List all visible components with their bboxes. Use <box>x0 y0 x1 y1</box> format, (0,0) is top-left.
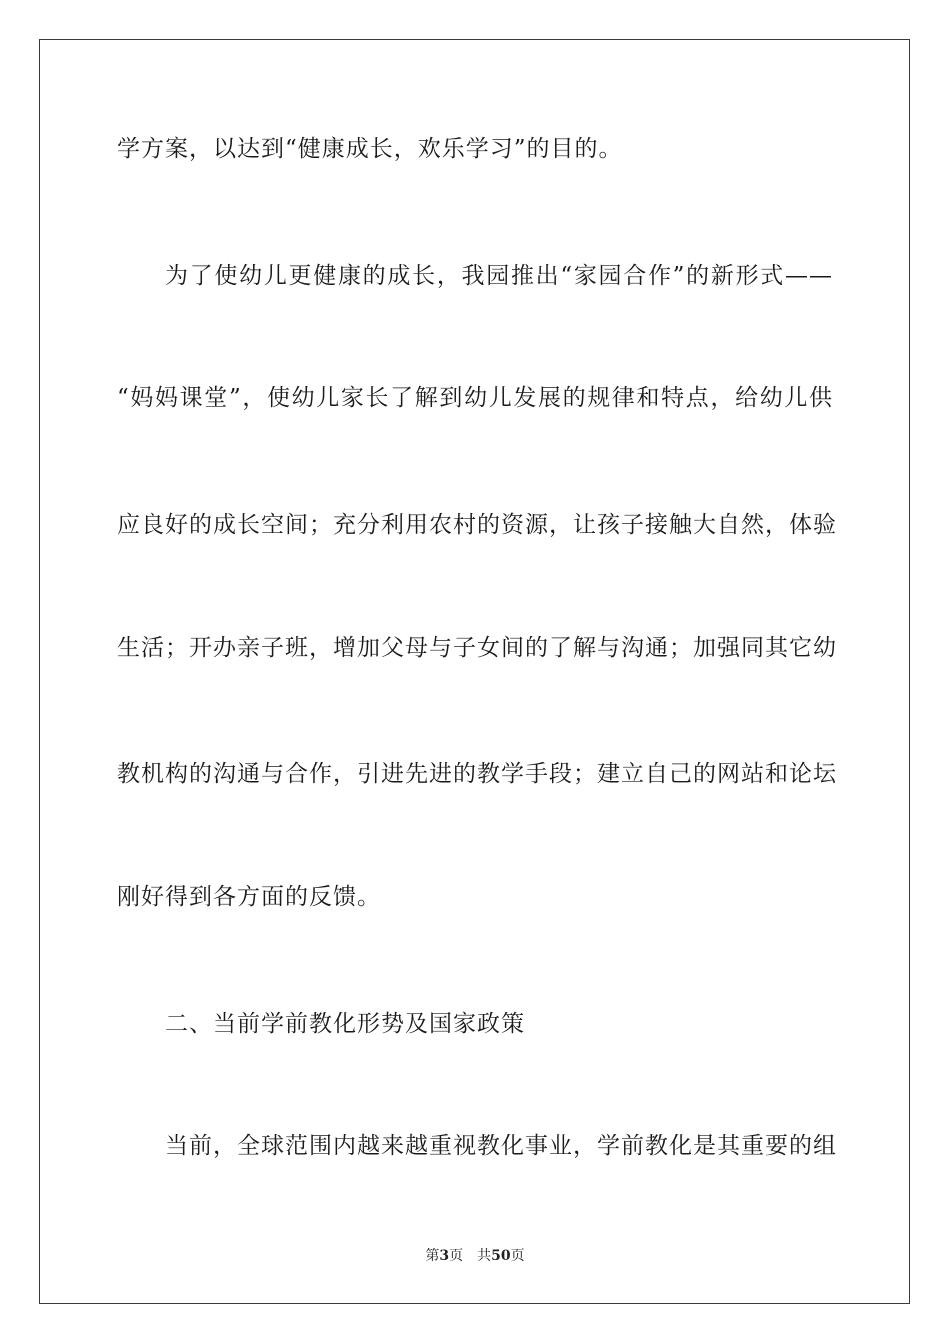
paragraph-line: 学方案，以达到“健康成长，欢乐学习”的目的。 <box>117 136 623 162</box>
paragraph-line: 应良好的成长空间；充分利用农村的资源，让孩子接触大自然，体验 <box>117 512 837 538</box>
paragraph-line: 生活；开办亲子班，增加父母与子女间的了解与沟通；加强同其它幼 <box>117 635 837 661</box>
page-suffix: 页 <box>449 1248 464 1264</box>
total-prefix: 共 <box>477 1248 492 1264</box>
paragraph-line: 刚好得到各方面的反馈。 <box>117 884 381 910</box>
page-prefix: 第 <box>425 1248 440 1264</box>
page-border <box>39 39 910 1304</box>
paragraph-line: “妈妈课堂”，使幼儿家长了解到幼儿发展的规律和特点，给幼儿供 <box>117 385 833 411</box>
paragraph-line: 为了使幼儿更健康的成长，我园推出“家园合作”的新形式—— <box>165 263 833 289</box>
paragraph-line: 当前，全球范围内越来越重视教化事业，学前教化是其重要的组 <box>165 1133 837 1159</box>
page-footer <box>0 1247 950 1265</box>
total-pages: 50 <box>491 1248 511 1264</box>
total-suffix: 页 <box>510 1248 525 1264</box>
page-number: 3 <box>439 1248 450 1264</box>
section-heading: 二、当前学前教化形势及国家政策 <box>165 1011 525 1037</box>
paragraph-line: 教机构的沟通与合作，引进先进的教学手段；建立自己的网站和论坛 <box>117 761 837 787</box>
